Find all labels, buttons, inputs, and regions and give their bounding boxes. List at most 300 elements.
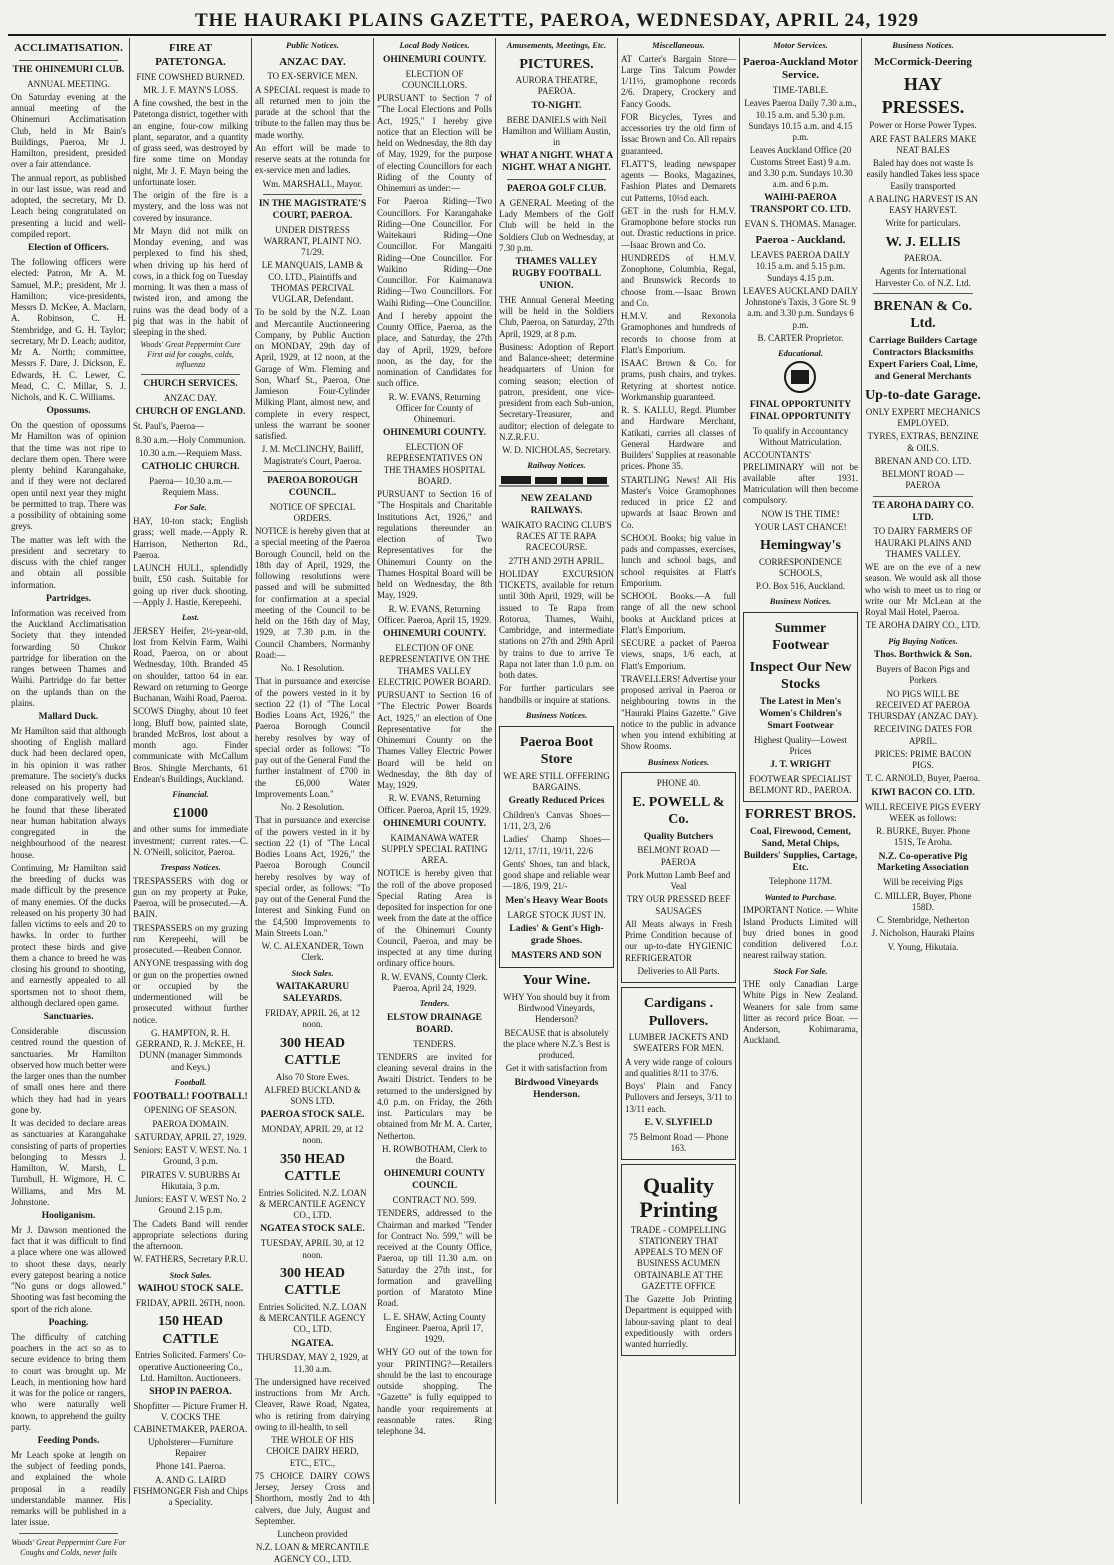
section-label: Business Notices. (892, 40, 954, 50)
notice-line: ANZAC DAY. (163, 393, 217, 404)
notice-title: NGATEA. (291, 1338, 334, 1349)
article-subtitle: FINE COWSHED BURNED. (136, 71, 245, 82)
notice-line: Entries Solicited. N.Z. LOAN & MERCANTILE AGENCY CO., LTD. (258, 1301, 367, 1335)
ad-line: FOOTWEAR SPECIALIST BELMONT RD., PAEROA. (749, 773, 852, 796)
paragraph: On the question of opossums Mr Hamilton was of opinion that the time was not ripe to declare them open. There were plenty behind Karangahake, and if they were not declared open until next year they might be permitted to trap. There was a possibility of obtaining some greys. (11, 420, 126, 532)
ad-title: Up-to-date Garage. (865, 388, 981, 404)
paragraph: Mr Hamilton said that although shooting of English mallard duck had been declared open, in his opinion it was rather premature. The society's ducks released on his property had done comparatively well, but he found that these liberated near human habitation always congregated in the neighbourhood of the nearest house. (11, 725, 126, 860)
ad-line: Carriage Builders Cartage Contractors Blacksmiths Expert Fariers Coal, Lime, and General Merchants (868, 335, 978, 382)
article-subtitle: MR. J. F. MAYN'S LOSS. (142, 84, 239, 95)
notice-line: TUESDAY, APRIL 30, at 12 noon. (260, 1238, 365, 1260)
cattle-count: 300 HEAD CATTLE (280, 1265, 345, 1299)
notice-line: 27TH AND 29TH APRIL. (508, 555, 605, 566)
paragraph: To be sold by the N.Z. Loan and Mercantile Auctioneering Company, by Public Auction on MONDAY, 29th day of April, 1929, at 12 noon, at the Garage of Wm. Fleming and Son, Wharf St., Paeroa, One Jamieson Four-Cylinder Milking Plant, almost new, and complete in every respect, unless the warrant be sooner satisfied. (255, 307, 370, 442)
divider (873, 293, 973, 294)
notice-line: 10.30 a.m.—Requiem Mass. (139, 447, 242, 458)
notice-title: OHINEMURI COUNTY COUNCIL (383, 1169, 486, 1192)
classified-ad: SCHOOL Books; big value in pads and compasses, exercises, lunch and school bags, and school requisites at Flatt's Emporium. (621, 532, 736, 588)
ad-line: Baled hay does not waste Is easily handled Takes less space Easily transported (866, 158, 980, 191)
ad-line: All Meats always in Fresh Prime Condition because of our up-to-date HYGIENIC REFRIGERATOR (625, 918, 732, 963)
notice-signature: Wm. MARSHALL, Mayor. (262, 178, 363, 189)
section-heading: Hooliganism. (41, 1211, 96, 1221)
butcher-ad (621, 772, 736, 983)
ad-line: Gents' Shoes, tan and black, good shape and reliable wear—18/6, 19/9, 21/- (503, 858, 610, 892)
notice-line: UNDER DISTRESS WARRANT, PLAINT NO. 71/29. (263, 224, 362, 258)
ad-line: Ladies' & Gent's High-grade Shoes. (509, 923, 604, 946)
notice-line: LEAVES PAEROA DAILY 10.15 a.m. and 5.15 p.m. Sundays 4.15 p.m. (750, 250, 851, 283)
paragraph: The Cadets Band will render appropriate selections during the afternoon. (133, 1218, 248, 1252)
ad-line: PRICES: PRIME BACON PIGS. (874, 748, 972, 771)
section-label: Tenders. (419, 998, 450, 1009)
section-label: Business Notices. (769, 596, 832, 607)
ad-signature: TE AROHA DAIRY CO., LTD. (865, 620, 981, 631)
notice-title: NGATEA STOCK SALE. (260, 1224, 365, 1235)
column-acclimatisation (8, 38, 130, 1557)
ad-line: Coal, Firewood, Cement, Sand, Metal Chips, Builders' Supplies, Cartage, Etc. (743, 826, 858, 873)
paragraph: It was decided to declare areas as sanctuaries at Karangahake consisting of parts of properties belonging to Messrs J. Hamilton, W. Marsh, L. Turnbull, H. Wigmore, H. C. Williams, and Mrs M. Johnstone. (11, 1118, 126, 1207)
ad-line: ONLY EXPERT MECHANICS EMPLOYED. (865, 406, 981, 429)
notice-line: TENDERS. (413, 1038, 456, 1049)
ad-line: ARE FAST BALERS MAKE NEAT BALES (869, 133, 977, 155)
ad-line: A BALING HARVEST IS AN EASY HARVEST. (867, 193, 979, 216)
notice-title: Paeroa-Auckland Motor Service. (743, 55, 858, 82)
ad-line: NO PIGS WILL BE RECEIVED AT PAEROA THURSDAY (ANZAC DAY). (867, 688, 979, 722)
paragraph: Business: Adoption of Report and Balance-sheet; determine headquarters of Union for coming season; election of patron, president, one vice-president from each Sub-union, Secretary-Treasurer, and auditor; election of delegate to N.Z.R.F.U. (499, 341, 614, 442)
paragraph: The matter was left with the president and secretary to discuss with the chief ranger and obtain all possible information. (11, 534, 126, 590)
notice-line: THURSDAY, MAY 2, 1929, at 11.30 a.m. (256, 1352, 369, 1374)
ad-line: WHY You should buy it from Birdwood Vineyards, Henderson? (503, 991, 610, 1025)
section-label: Educational. (777, 348, 824, 359)
ad-line: WILL RECEIVE PIGS EVERY WEEK as follows: (865, 801, 981, 823)
section-label: Pig Buying Notices. (888, 635, 958, 646)
ad-signature: T. C. ARNOLD, Buyer, Paeroa. (865, 773, 981, 784)
notice-line: KAIMANAWA WATER SUPPLY SPECIAL RATING AREA. (381, 832, 488, 866)
paragraph: Continuing, Mr Hamilton said the breeding of ducks was made difficult by the presence of many enemies. Of the ducks released on his property 30 had fallen victims to eels and 20 to hawks. In order to further protect these birds and give them a chance to breed he was closing his ground to shooting, and earnestly appealed to all sportsmen not to shoot them, although declared open game. (11, 862, 126, 1008)
ad-line: Inspect Our New Stocks (749, 659, 852, 693)
ad-line: WE ARE STILL OFFERING BARGAINS. (503, 770, 610, 792)
film-title: WHAT A NIGHT. WHAT A NIGHT. WHAT A NIGHT. (499, 151, 614, 174)
paragraph: That in pursuance and exercise of the powers vested in it by section 22 (1) of "The Local Bodies Loans Act, 1926," the Paeroa Borough Council hereby resolves by way of special order as follows: "To pay out of the General Fund the further instalment of £700 in the £6,000 Water Improvements Loan." (255, 676, 370, 799)
section-heading: CHURCH OF ENGLAND. (135, 407, 246, 418)
paragraph: For further particulars see handbills or inquire at stations. (499, 683, 614, 705)
notice-line: Leaves Auckland Office (20 Customs Street East) 9 a.m. and 3.30 p.m. Sundays 10.30 a.m. and 6 p.m. (748, 145, 853, 190)
ad-line: V. Young, Hikutaia. (887, 941, 959, 952)
article-subtitle: ANNUAL MEETING. (27, 78, 110, 89)
notice-line: TO EX-SERVICE MEN. (267, 71, 358, 82)
paragraph: Mr Leach spoke at length on the subject of feeding ponds, and explained the whole proposal in a readily understandable manner. His remarks will be published in a later issue. (11, 1449, 126, 1528)
notice-line: Shopfitter — Picture Framer H. V. COCKS THE CABINETMAKER, PAEROA. (133, 1401, 248, 1434)
ad-title: Your Wine. (522, 973, 591, 989)
column-local-body-notices (374, 38, 496, 1504)
football-heading: FOOTBALL! FOOTBALL! (133, 1091, 248, 1102)
ad-line: Men's Heavy Wear Boots (505, 895, 608, 906)
ad-line: 75 Belmont Road — Phone 163. (628, 1131, 729, 1153)
notice-line: To qualify in Accountancy Without Matriculation. (752, 425, 849, 447)
notice-line: Seniors: EAST V. WEST. No. 1 Ground, 3 p.m. (133, 1145, 248, 1167)
section-label: Amusements, Meetings, Etc. (506, 40, 607, 50)
train-illustration (499, 472, 609, 488)
ad-line: Ladies' Champ Shoes—12/11, 17/11, 19/11, 22/6 (503, 834, 610, 856)
ad-title: KIWI BACON CO. LTD. (871, 787, 975, 798)
ad-line: BELMONT ROAD — PAEROA (637, 845, 720, 867)
section-heading: CHURCH SERVICES. (143, 379, 238, 390)
notice-signature: R. W. EVANS, Returning Officer. Paeroa, April 15, 1929. (377, 793, 492, 815)
section-label: Local Body Notices. (399, 40, 470, 50)
paragraph: Mr J. Dawson mentioned the fact that it was difficult to find a place where one was allowed to shoot these days, nearly every gatepost bearing a notice "No guns or dogs allowed." Shooting was fast becoming the sport of the rich alone. (11, 1224, 126, 1314)
ad-title: Thos. Borthwick & Son. (874, 650, 972, 661)
ad-line: Children's Canvas Shoes—1/11, 2/3, 2/6 (503, 809, 610, 832)
notice-line: Entries Solicited. N.Z. LOAN & MERCANTILE AGENCY CO., LTD. (258, 1187, 367, 1221)
section-label: Stock For Sale. (773, 965, 828, 976)
paragraph: An effort will be made to reserve seats at the rotunda for ex-service men and ladies. (255, 142, 370, 176)
notice-signature: L. E. SHAW, Acting County Engineer. Paeroa, April 17, 1929. (383, 1311, 486, 1344)
notice-line: MONDAY, APRIL 29, at 12 noon. (261, 1124, 364, 1146)
paragraph: The following officers were elected: Patron, Mr A. M. Samuel, M.P.; president, Mr J. Hamilton; vice-presidents, Messrs D. McKee, A. Maclarn, A. Robinson, C. H. Stembridge, and G. H. Taylor; secretary, Mr D. Leach; auditor, Mr A. North; committee, Messrs F. Dare, J. Dickson, E. Edwards, H. C. Lewer, C. Mead, C. C. Millar, S. J. Nichols, and K. C. Williams. (11, 257, 126, 402)
paragraph: PURSUANT to Section 7 of "The Local Elections and Polls Act, 1925," I hereby give notice that an Election will be held on Wednesday, the 8th day of May, 1929, for the purpose of electing Councillors for each Riding of the County of Ohinemuri as under:— (377, 93, 492, 193)
classified-ad: LAUNCH HULL, splendidly built, £50 cash. Suitable for going up river duck shooting.—Apply J. Hastie, Kerepeehi. (133, 563, 248, 607)
notice-line: 8.30 a.m.—Holy Communion. (135, 434, 246, 445)
cattle-count: 350 HEAD CATTLE (280, 1151, 345, 1185)
notice-line: SATURDAY, APRIL 27, 1929. (134, 1131, 247, 1142)
classified-ad: FLATT'S, leading newspaper agents — Books, Magazines, Fashion Plates and Demarets cut Patterns, 10½d each. (621, 158, 736, 203)
ad-line: Highest Quality—Lowest Prices (754, 734, 847, 756)
section-label: Stock Sales. (169, 1269, 212, 1280)
classified-ad: HAY, 10-ton stack; English grass; well made.—Apply R. Harrison, Netherton Rd., Paeroa. (133, 516, 248, 560)
section-heading: Opossums. (46, 406, 91, 417)
section-label: Trespass Notices. (160, 862, 221, 872)
paragraph: NOTICE is hereby given that at a special meeting of the Paeroa Borough Council, held on the 18th day of April, 1929, the following resolutions were passed and will be submitted for confirmation at a special meeting of the Council to be held on the 16th day of May, 1929, at 7.30 p.m. in the Council Chambers, Normanby Road:— (255, 526, 370, 660)
paragraph: The undersigned have received instructions from Mr Arch. Cleaver, Rawe Road, Ngatea, who is retiring from dairying owing to ill-health, to sell (255, 1376, 370, 1432)
notice-signature: B. CARTER Proprietor. (757, 332, 844, 343)
notice-line: PAEROA DOMAIN. (152, 1118, 229, 1129)
ad-line: Write for particulars. (885, 218, 961, 229)
notice-title: ANZAC DAY. (279, 55, 346, 68)
section-label: Public Notices. (286, 40, 339, 50)
column-amusements (496, 38, 618, 1504)
ad-signature: R. BURKE, Buyer. Phone 151S, Te Aroha. (875, 826, 970, 848)
section-label: Motor Services. (773, 40, 828, 50)
column-motor-services (740, 38, 862, 1504)
notice-title: PAEROA BOROUGH COUNCIL. (267, 475, 358, 498)
notice-line: LEAVES AUCKLAND DAILY Johnstone's Taxis, 3 Gore St. 9 a.m. and 3.30 p.m. Sundays 6 p.m. (743, 285, 858, 330)
notice-line: Paeroa— 10.30 a.m.—Requiem Mass. (149, 475, 232, 498)
notice-line: St. Paul's, Paeroa— (133, 421, 205, 432)
paragraph: A SPECIAL request is made to all returned men to join the parade at the school that the tribute to the fallen may thus be made worthy. (255, 84, 370, 140)
notice-title: WAIHOU STOCK SALE. (137, 1284, 244, 1295)
section-label: Lost. (181, 612, 200, 622)
ad-line: McCormick-Deering (874, 55, 972, 68)
ad-signature: Birdwood Vineyards Henderson. (514, 1077, 599, 1100)
notice-title: OHINEMURI COUNTY. (382, 629, 487, 640)
ad-line: PHONE 40. (656, 778, 701, 789)
ad-line: CORRESPONDENCE SCHOOLS, (758, 556, 842, 578)
ad-line: Agents for International Harvester Co. of N.Z. Ltd. (875, 266, 971, 288)
notice-line: LE MANQUAIS, LAMB & CO. LTD., Plaintiffs and THOMAS PERCIVAL VUGLAR, Defendant. (261, 260, 364, 305)
notice-line: TIME-TABLE. (772, 85, 829, 96)
notice-signatures: G. HAMPTON, R. H. GERRAND, R. J. McKEE, H. DUNN (manager Simmonds and Keys.) (135, 1027, 246, 1072)
ad-signature: W. J. ELLIS (885, 234, 961, 250)
ad-line: P.O. Box 516, Auckland. (755, 581, 846, 591)
paragraph: ACCOUNTANTS' PRELIMINARY will not be available after 1931. Matriculation will then become compulsory. (743, 450, 858, 506)
classified-ad: FOR Bicycles, Tyres and accessories try the old firm of Issac Brown and Co. All repairs guaranteed. (621, 111, 736, 156)
notice-signature: W. FATHERS, Secretary P.R.U. (133, 1254, 248, 1265)
ad-title: Cardigans . Pullovers. (643, 996, 714, 1029)
ad-title: Paeroa Boot Store (519, 734, 594, 767)
paragraph: NOTICE is hereby given that the roll of the above proposed Special Rating Area is deposited for inspection for one week from the date at the office of the Ohinemuri County Council, Paeroa, and may be inspected at any time during ordinary office hours. (377, 868, 492, 969)
ad-line: Power or Horse Power Types. (869, 120, 977, 131)
section-heading: Feeding Ponds. (37, 1436, 100, 1446)
paragraph: TENDERS, addressed to the Chairman and marked "Tender for Contract No. 599," will be received at the County Office, Paeroa, up till 11.30 a.m. on Saturday the 27th inst., for formation and gravelling portion of Maratoto Mine Road. (377, 1208, 492, 1309)
notice-title: FINAL OPPORTUNITY FINAL OPPORTUNITY (749, 400, 852, 422)
notice-signature: R. W. EVANS, Returning Officer for County of Ohinemuri. (388, 391, 481, 424)
ad-title: E. POWELL & Co. (632, 794, 725, 827)
ad-line: Boys' Plain and Fancy Pullovers and Jerseys, 3/11 to 13/11 each. (625, 1081, 732, 1114)
ad-line: BRENAN AND CO. LTD. (874, 455, 972, 466)
divider (507, 179, 606, 180)
section-label: Business Notices. (525, 709, 588, 720)
notice-title: OHINEMURI COUNTY. (382, 428, 487, 439)
divider (141, 374, 240, 375)
paragraph: HOLIDAY EXCURSION TICKETS, available for return until 30th April, 1929, will be issued to Te Rapa from Rotorua, Thames, Waihi, Cambridge, and intermediate stations on 27th and 29th April by trains to due to arrive Te Rapa not later than 1.0 p.m. on both dates. (499, 568, 614, 681)
ad-line: J. Nicholson, Hauraki Plains (871, 928, 975, 939)
advertisement: Woods' Great Peppermint Cure For Coughs and Colds, never fails (11, 1537, 126, 1557)
paragraph: Considerable discussion centred round the question of sanctuaries. Mr Hamilton observed how much better were the larger ones than the number of small ones here and there which they had had in years gone by. (11, 1026, 126, 1115)
hcs-emblem-icon (743, 360, 857, 394)
divider (19, 1533, 118, 1534)
ad-title: FORREST BROS. (745, 807, 856, 823)
notice-line: OPENING OF SEASON. (144, 1105, 237, 1116)
classified-ad: GET in the rush for H.M.V. Gramophone before stocks run out. Drastic reductions in price.—Isaac Brown and Co. (621, 205, 736, 250)
section-heading: Mallard Duck. (38, 712, 99, 722)
notice-line: N.Z. LOAN & MERCANTILE AGENCY CO., LTD. (255, 1542, 370, 1564)
notice-line: NOTICE OF SPECIAL ORDERS. (269, 501, 356, 523)
notice-line: NOW IS THE TIME! (761, 508, 840, 519)
divider (263, 194, 362, 195)
ad-line: A very wide range of colours and qualities 8/11 to 37/6. (625, 1056, 732, 1078)
column-public-notices (252, 38, 374, 1564)
quality-printing-ad (621, 1164, 736, 1356)
ad-line: TYRES, EXTRAS, BENZINE & OILS. (867, 431, 979, 453)
paragraph: For Paeroa Riding—Two Councillors. For Karangahake Riding—One Councillor. For Waitekauri Riding—One Councillor. For Mangaiti Riding—One Councillor. For Waikino Riding—One Councillor. For Kaimanawa Riding—Two Councillors. For Waihi Riding—One Councillor. (377, 196, 492, 308)
section-heading: Partridges. (45, 593, 92, 604)
paragraph: Information was received from the Auckland Acclimatisation Society that they intended forwarding 50 Chukor partridge for liberation on the ranges between Thames and Waihi. Partridge do far better on the uplands than on the plains. (11, 607, 126, 708)
ad-title: Quality Printing (639, 1173, 718, 1223)
ad-line: Quality Butchers (643, 831, 714, 842)
notice-title: ELSTOW DRAINAGE BOARD. (387, 1012, 482, 1035)
divider (19, 60, 118, 61)
paragraph: WE are on the eve of a new season. We would ask all those who wish to meet us to ring or write our Mr McLean at the Royal Mail Hotel, Paeroa. (865, 562, 981, 618)
ad-line: LARGE STOCK JUST IN. (507, 909, 606, 920)
classified-ad: SCOWS Dinghy, about 10 feet long, Bluff bow, painted slate, branded McBros, lost about a month ago. Finder communicate with McCallum Bros. Shingle Merchants, 61 Endean's Buildings, Auckland. (133, 706, 248, 784)
classified-ad: and other sums for immediate investment; current rates.—C. N. O'Neill, solicitor, Paeroa. (133, 824, 248, 857)
notice-line: WAIKATO RACING CLUB'S RACES AT TE RAPA RACECOURSE. (501, 519, 612, 553)
paragraph: And I hereby appoint the County Office, Paeroa, as the place, and Saturday, the 27th day of April, 1929, before noon, as the day, for the nomination of Candidates for such office. (377, 310, 492, 389)
ad-title: N.Z. Co-operative Pig Marketing Association (877, 851, 969, 874)
ad-line: RECEIVING DATES FOR APRIL. (873, 724, 973, 746)
notice-signature: W. D. NICHOLAS, Secretary. (502, 445, 611, 455)
notice-title: OHINEMURI COUNTY. (382, 54, 487, 65)
ad-line: Will be receiving Pigs (883, 877, 963, 888)
notice-signature: W. C. ALEXANDER, Town Clerk. (261, 941, 364, 963)
classified-ad: HUNDREDS of H.M.V. Zonophone, Columbia, Regal, and Brunswick Records to choose from.—Isaac Brown and Co. (621, 252, 736, 308)
paragraph: The difficulty of catching poachers in the act so as to secure evidence to bring them to court was brought up. Mr Leach, in mentioning how hard it was for the police or rangers, who were naturally well known, to apprehend the guilty party. (11, 1331, 126, 1432)
ad-line: Pork Mutton Lamb Beef and Veal (626, 869, 731, 892)
notice-line: Also 70 Store Ewes. (275, 1071, 350, 1082)
section-label: Miscellaneous. (652, 40, 705, 50)
notice-title: NEW ZEALAND RAILWAYS. (520, 494, 593, 516)
notice-line: THE WHOLE OF HIS CHOICE DAIRY HERD, ETC., ETC., (266, 1435, 359, 1468)
cardigans-ad (621, 987, 736, 1160)
paragraph: The annual report, as published in our last issue, was read and adopted, the secretary, Mr D. Leach being congratulated on presenting a lucid and well-compiled report. (11, 172, 126, 239)
notice-line: FRIDAY, APRIL 26TH, noon. (135, 1298, 246, 1309)
section-label: Financial. (172, 789, 209, 800)
ad-signature: C. MILLER, Buyer, Phone 158D. (874, 890, 972, 912)
paragraph: The origin of the fire is a mystery, and the loss was not covered by insurance. (133, 190, 248, 223)
ad-title: HAY PRESSES. (881, 74, 965, 117)
notice-line: A. AND G. LAIRD FISHMONGER Fish and Chips a Speciality. (133, 1474, 248, 1507)
notice-title: WAITAKARURU SALEYARDS. (275, 982, 350, 1005)
section-label: Stock Sales. (291, 967, 334, 978)
boot-store-ad (499, 726, 614, 969)
notice-signature: H. ROWBOTHAM, Clerk to the Board. (382, 1143, 487, 1165)
ad-line: BECAUSE that is absolutely the place where N.Z.'s Best is produced. (503, 1027, 610, 1061)
classified-ad: TRAVELLERS! Advertise your proposed arrival in Paeroa or neighbouring towns in the "Hauraki Plains Gazette." Give notice to the public in advance when you intend exhibiting at Show Rooms. (621, 673, 736, 752)
ad-title: Summer Footwear (772, 620, 829, 654)
classified-ad: THE only Canadian Large White Pigs in New Zealand. Weaners for sale from same litter as record price Boar. — Anderson, Kohimarama, Auckland. (743, 979, 858, 1046)
section-heading: Sanctuaries. (43, 1012, 94, 1023)
paragraph: On Saturday evening at the annual meeting of the Ohinemuri Acclimatisation Club, held in Mr Bain's Buildings, Paeroa, Mr J. Hamilton, president, presided over a fair attendance. (11, 91, 126, 170)
notice-title: Paeroa - Auckland. (755, 234, 846, 247)
paragraph: WHY GO out of the town for your PRINTING?—Retailers should be the last to encourage outside shopping. The "Gazette" is fully equipped to handle your requirements at reasonable rates. Ring telephone 34. (377, 1347, 492, 1436)
notice-line: FRIDAY, APRIL 26, at 12 noon. (265, 1008, 360, 1030)
masthead-rule (8, 34, 1106, 36)
article-title: FIRE AT PATETONGA. (155, 42, 226, 68)
notice-title: OHINEMURI COUNTY. (382, 818, 487, 829)
ad-title: TE AROHA DAIRY CO. LTD. (872, 500, 974, 523)
notice-title: PAEROA STOCK SALE. (260, 1110, 365, 1121)
cattle-count: 300 HEAD CATTLE (280, 1035, 345, 1068)
notice-signature: J. M. McCLINCHY, Bailiff, Magistrate's Court, Paeroa. (261, 444, 364, 466)
notice-line: PIRATES V. SUBURBS At Hikutaia, 3 p.m. (140, 1169, 241, 1191)
notice-title: IN THE MAGISTRATE'S COURT, PAEROA. (258, 198, 367, 221)
ad-line: LUMBER JACKETS AND SWEATERS FOR MEN. (628, 1032, 729, 1054)
section-label: Wanted to Purchase. (764, 891, 837, 902)
section-heading: Election of Officers. (28, 243, 109, 254)
notice-title: THAMES VALLEY RUGBY FOOTBALL UNION. (511, 257, 602, 291)
column-business-notices (862, 38, 984, 1504)
notice-title: SHOP IN PAEROA. (149, 1387, 232, 1398)
notice-signature: R. W. EVANS, Returning Officer. Paeroa, April 15, 1929. (377, 603, 492, 625)
paragraph: PURSUANT to Section 16 of "The Electric Power Boards Act, 1925," an election of One Representative for the Ohinemuri County on the Thames Valley Electric Power Board will be held on Wednesday, the 8th day of May, 1929. (377, 690, 492, 790)
notice-line: Entries Solicited. Farmers' Co-operative Auctioneering Co., Ltd. Hamilton. Auctioneers. (134, 1350, 247, 1383)
classified-ad: STARTLING News! All His Master's Voice Gramophones reduced in price £2 and upwards at Isaac Brown and Co. (621, 474, 736, 530)
columns (8, 38, 1106, 1564)
ad-line: TRADE - COMPELLING STATIONERY THAT APPEALS TO MEN OF BUSINESS ACUMEN OBTAINABLE AT THE GAZETTE OFFICE (630, 1224, 727, 1291)
ad-line: The Latest in Men's Women's Children's Smart Footwear (759, 696, 842, 731)
ad-line: PAEROA. (904, 253, 942, 264)
ad-line: TRY OUR PRESSED BEEF SAUSAGES (626, 894, 731, 916)
notice-line: Juniors: EAST V. WEST No. 2 Ground 2.15 p.m. (134, 1194, 247, 1216)
notice-line: Upholsterer—Furniture Repairer (148, 1436, 233, 1458)
notice-signature: EVAN S. THOMAS. Manager. (744, 219, 857, 230)
notice-line: TO-NIGHT. (531, 100, 582, 111)
notice-line: WAIHI-PAEROA TRANSPORT CO. LTD. (750, 193, 851, 216)
ad-signature: MASTERS AND SON (511, 950, 602, 961)
notice-line: No. 1 Resolution. (280, 663, 345, 674)
ad-line: Deliveries to All Parts. (637, 965, 720, 976)
ad-line: Greatly Reduced Prices (508, 796, 605, 806)
ad-line: Buyers of Bacon Pigs and Porkers (876, 664, 970, 686)
ad-line: C. Stembridge, Netherton (876, 915, 970, 925)
ad-line: Telephone 117M. (768, 876, 833, 887)
paragraph: 75 CHOICE DAIRY COWS Jersey, Jersey Cross and Shorthorn, mostly 2nd to 4th calvers, due July, August and September. (255, 1470, 370, 1526)
classified-ad: IMPORTANT Notice. — White Island Products Limited will buy dried bones in good condition delivered f.o.r. nearest railway station. (743, 905, 858, 961)
divider (873, 496, 973, 497)
trespass-notice: TRESPASSERS with dog or gun on my property at Puke, Paeroa, will be prosecuted.—A. BAIN. (133, 875, 248, 920)
ad-signature: E. V. SLYFIELD (644, 1117, 713, 1128)
ad-signature: J. T. WRIGHT (770, 760, 831, 770)
paragraph: Mr Mayn did not milk on Monday evening, and was perplexed to find his shed, when driving up his herd of cows, in a thick fog on Tuesday morning. It was then a mass of twisted iron, and among the ruins was the dead body of a pig that was in the habit of sleeping in the shed. (133, 225, 248, 337)
classified-ad: ISAAC Brown & Co. for prams, push chairs, and trykes. Retyring at shortest notice. Workmanship guaranteed. (621, 358, 736, 402)
section-label: Football. (174, 1076, 207, 1087)
classified-ad: AT Carter's Bargain Store—Large Tins Talcum Powder 1/11½, gramophone records 2/6. Drapery, Crockery and Fancy Goods. (621, 53, 736, 109)
paragraph: A GENERAL Meeting of the Lady Members of the Golf Club will be held in the Soldiers Club on Wednesday, at 7.30 p.m. (499, 197, 614, 253)
paragraph: THE Annual General Meeting will be held in the Soldiers Club, Paeroa, on Saturday, 27th April, 1929, at 8 p.m. (499, 294, 614, 339)
ad-line: BELMONT ROAD — PAEROA (881, 469, 965, 491)
trespass-notice: TRESPASSERS on my grazing run Kerepeehi, will be prosecuted.—Reuben Connor. (133, 922, 248, 956)
paragraph: TENDERS are invited for cleaning several drains in the Awaiti District. Tenders to be returned to the undersigned by 4.0 p.m. on Friday, the 26th inst. Particulars may be obtained from Mr M. A. Carter, Netherton. (377, 1051, 492, 1141)
ad-line: TO DAIRY FARMERS OF HAURAKI PLAINS AND THAMES VALLEY. (873, 526, 973, 559)
paragraph: PURSUANT to Section 16 of "The Hospitals and Charitable Institutions Act, 1926," and regulations thereunder an election of Two Representatives for the Ohinemuri County on the Thames Hospital Board will be held on Wednesday, the 8th May, 1929. (377, 489, 492, 601)
section-heading: CATHOLIC CHURCH. (141, 462, 240, 472)
divider (263, 471, 362, 472)
section-heading: Poaching. (48, 1317, 89, 1328)
trespass-notice: ANYONE trespassing with dog or gun on the properties owned or occupied by the undermentioned will be prosecuted without further notice. (133, 958, 248, 1025)
notice-line: ELECTION OF COUNCILLORS. (401, 68, 468, 90)
footwear-ad (743, 612, 858, 803)
masthead: THE HAURAKI PLAINS GAZETTE, PAEROA, WEDNESDAY, APRIL 24, 1929 (194, 10, 920, 31)
notice-line: Leaves Paeroa Daily 7.30 a.m., 10.15 a.m. and 5.30 p.m. Sundays 10.15 a.m. and 4.15 p.m. (744, 98, 857, 143)
article-subtitle: THE OHINEMURI CLUB. (12, 64, 125, 75)
ad-line: Get it with satisfaction from (505, 1063, 608, 1074)
section-label: Railway Notices. (527, 460, 586, 471)
ad-title: BRENAN & Co. Ltd. (873, 298, 973, 332)
paragraph: A fine cowshed, the best in the Patetonga district, together with an engine, four-cow milking plant, separator, and a quantity of grass seed, was destroyed by fire some time on Monday night, Mr J. F. Mayn being the unfortunate loser. (133, 98, 248, 187)
paragraph: That in pursuance and exercise of the powers vested in it by section 22 (1) of "The Local Bodies Loans Act, 1926," the Paeroa Borough Council hereby resolves by way of special order, as follows: "To pay out of the General Fund the Interest and Sinking Fund on the £4,500 Improvements to Main Streets Loan." (255, 815, 370, 938)
ad-title: Hemingway's (760, 538, 841, 553)
article-title: ACCLIMATISATION. (14, 42, 123, 54)
section-label: For Sale. (174, 502, 207, 513)
notice-line: BEBE DANIELS with Neil Hamilton and William Austin, in (502, 114, 611, 147)
classified-ad: SCHOOL Books.—A full range of all the new school books at Auckland prices at Flatt's Emporium. (621, 591, 736, 635)
notice-line: No. 2 Resolution. (280, 802, 345, 813)
notice-line: ELECTION OF REPRESENTATIVES ON THE THAMES HOSPITAL BOARD. (383, 442, 486, 486)
classified-ad: JERSEY Heifer, 2½-year-old, lost from Kelvin Farm, Waihi Road, Paeroa, on or about Wednesday, 10th. Branded 45 on shoulder, tattoo 64 in ear. Reward on returning to George Buchanan, Waihi Road, Paeroa. (133, 625, 248, 704)
notice-line: Phone 141. Paeroa. (155, 1461, 226, 1472)
cattle-count: 150 HEAD CATTLE (158, 1314, 223, 1347)
classified-ad: H.M.V. and Rexonola Gramophones and hundreds of records to choose from at Flatt's Emporium. (621, 311, 736, 355)
notice-title: PICTURES. (519, 56, 594, 72)
notice-line: ELECTION OF ONE REPRESENTATIVE ON THE THAMES VALLEY ELECTRIC POWER BOARD. (378, 643, 491, 687)
notice-line: YOUR LAST CHANCE! (754, 521, 847, 532)
column-miscellaneous (618, 38, 740, 1504)
ad-line: The Gazette Job Printing Department is equipped with labour-saving plant to deal expeditiously with orders wanted hurriedly. (625, 1294, 732, 1350)
notice-line: ALFRED BUCKLAND & SONS LTD. (264, 1084, 361, 1106)
notice-signature: R. W. EVANS, County Clerk. Paeroa, April 24, 1929. (381, 971, 488, 993)
column-fire-patetonga (130, 38, 252, 1507)
section-label: Business Notices. (647, 756, 710, 767)
advertisement: Woods' Great Peppermint Cure First aid for coughs, colds, influenza (140, 340, 241, 370)
